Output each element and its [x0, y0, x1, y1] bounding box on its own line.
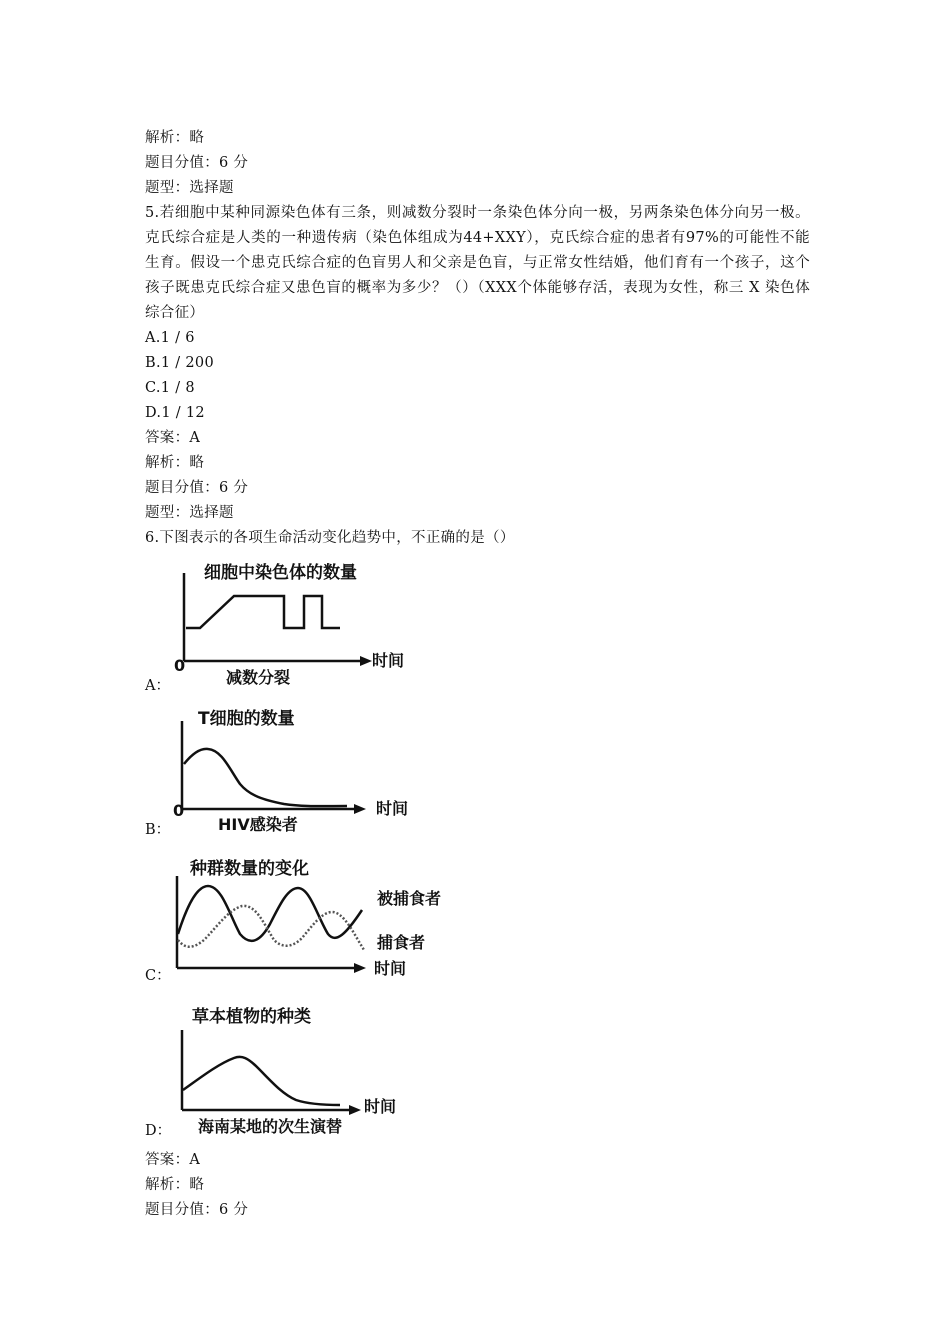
score-line: 题目分值：6 分	[145, 480, 249, 496]
time-label: 时间	[376, 799, 409, 818]
chromosome-count-line	[186, 596, 340, 628]
question-type-line: 题型：选择题	[145, 180, 234, 196]
score-line: 题目分值：6 分	[145, 155, 249, 171]
origin-label: 0	[173, 801, 185, 820]
analysis-line: 解析：略	[145, 1177, 205, 1193]
figure-option-c-label: C：	[145, 968, 171, 984]
answer-line: 答案：A	[145, 1152, 201, 1168]
legend-prey: 被捕食者	[377, 889, 442, 908]
figure-b-t-cell-count	[172, 706, 432, 836]
question-5-stem: 5.若细胞中某种同源染色体有三条，则减数分裂时一条染色体分向一极，另两条染色体分向另一极。克氏综合症是人类的一种遗传病（染色体组成为44+XXY），克氏综合症的患者有97%的可能性不能生育。假设一个患克氏综合症的色盲男人和父亲是色盲，与正常女性结婚，他们育有一个孩子，这个孩子既患克氏综合症又患色盲的概率为多少？（）（XXX个体能够存活，表现为女性，称三 X 染色体综合征）	[145, 205, 810, 321]
figure-option-a-label: A：	[145, 678, 170, 694]
chart-title: 细胞中染色体的数量	[204, 563, 357, 583]
herb-species-curve	[183, 1057, 340, 1105]
option-d: D.1 / 12	[145, 405, 205, 421]
answer-line: 答案：A	[145, 430, 201, 446]
chart-title: 种群数量的变化	[190, 859, 309, 879]
x-axis-caption: 海南某地的次生演替	[198, 1117, 343, 1136]
t-cell-curve	[184, 749, 347, 806]
x-axis-arrow	[360, 656, 372, 666]
score-line: 题目分值：6 分	[145, 1202, 249, 1218]
time-label: 时间	[372, 651, 405, 670]
time-label: 时间	[374, 959, 407, 978]
x-axis-caption: HIV感染者	[218, 815, 298, 834]
time-label: 时间	[364, 1097, 397, 1116]
figure-option-d-label: D：	[145, 1123, 172, 1139]
figure-option-b-label: B：	[145, 822, 171, 838]
figure-a-chromosome-count	[172, 558, 432, 688]
analysis-line: 解析：略	[145, 455, 205, 471]
chart-title: 草本植物的种类	[192, 1007, 311, 1027]
question-type-line: 题型：选择题	[145, 505, 234, 521]
prey-curve	[178, 886, 362, 941]
x-axis-arrow	[354, 804, 366, 814]
legend-predator: 捕食者	[377, 933, 426, 952]
predator-curve	[178, 906, 364, 950]
x-axis-arrow	[349, 1105, 361, 1115]
figure-d-herb-species	[172, 1002, 432, 1137]
x-axis-caption: 减数分裂	[226, 668, 291, 687]
chart-title: T细胞的数量	[198, 709, 295, 729]
option-b: B.1 / 200	[145, 355, 214, 371]
option-a: A.1 / 6	[145, 330, 195, 346]
question-6-stem: 6.下图表示的各项生命活动变化趋势中，不正确的是（）	[145, 530, 515, 546]
option-c: C.1 / 8	[145, 380, 195, 396]
x-axis-arrow	[354, 963, 366, 973]
analysis-line: 解析：略	[145, 130, 205, 146]
origin-label: 0	[174, 656, 186, 675]
figure-c-population-change	[172, 854, 482, 979]
